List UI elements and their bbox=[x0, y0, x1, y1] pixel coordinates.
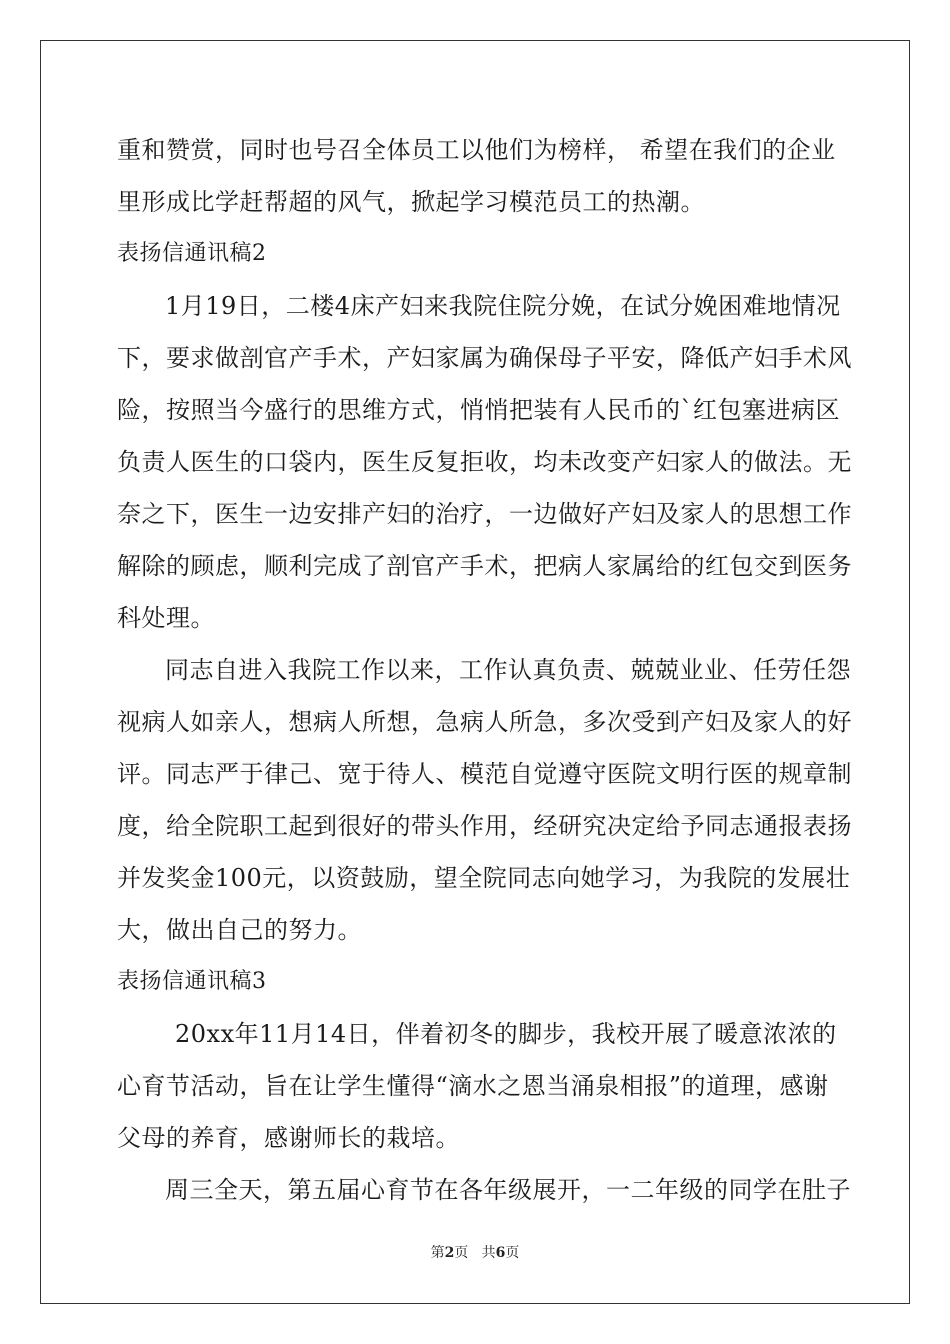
section-heading: 表扬信通讯稿2 bbox=[117, 241, 267, 266]
text-line: 负责人医生的口袋内，医生反复拒收，均未改变产妇家人的做法。无 bbox=[117, 448, 852, 476]
text-line: 并发奖金100元，以资鼓励，望全院同志向她学习，为我院的发展壮 bbox=[117, 864, 851, 892]
text-line: 里形成比学赶帮超的风气，掀起学习模范员工的热潮。 bbox=[117, 188, 705, 216]
section-heading: 表扬信通讯稿3 bbox=[117, 969, 267, 994]
text-line: 奈之下，医生一边安排产妇的治疗，一边做好产妇及家人的思想工作 bbox=[117, 500, 852, 528]
text-line: 险，按照当今盛行的思维方式，悄悄把装有人民币的`红包塞进病区 bbox=[117, 396, 840, 424]
text-line: 视病人如亲人，想病人所想，急病人所急，多次受到产妇及家人的好 bbox=[117, 708, 852, 736]
text-line: 度，给全院职工起到很好的带头作用，经研究决定给予同志通报表扬 bbox=[117, 812, 852, 840]
text-line: 1月19日，二楼4床产妇来我院住院分娩，在试分娩困难地情况 bbox=[165, 292, 841, 320]
page-footer bbox=[0, 1244, 950, 1262]
text-line: 科处理。 bbox=[117, 604, 215, 632]
text-line: 周三全天，第五届心育节在各年级展开，一二年级的同学在肚子 bbox=[165, 1176, 851, 1204]
text-line: 下，要求做剖官产手术，产妇家属为确保母子平安，降低产妇手术风 bbox=[117, 344, 852, 372]
footer-total-prefix: 共 bbox=[481, 1245, 496, 1261]
total-page-number: 6 bbox=[495, 1245, 506, 1261]
document-body bbox=[117, 130, 852, 1222]
text-line: 同志自进入我院工作以来，工作认真负责、兢兢业业、任劳任怨 bbox=[165, 656, 851, 684]
text-line: 大，做出自己的努力。 bbox=[117, 916, 362, 944]
text-line: 解除的顾虑，顺利完成了剖官产手术，把病人家属给的红包交到医务 bbox=[117, 552, 852, 580]
footer-page-suffix: 页 bbox=[454, 1245, 469, 1261]
text-line: 心育节活动，旨在让学生懂得“滴水之恩当涌泉相报”的道理，感谢 bbox=[117, 1072, 829, 1100]
footer-total-suffix: 页 bbox=[505, 1245, 520, 1261]
text-line: 20xx年11月14日，伴着初冬的脚步，我校开展了暖意浓浓的 bbox=[175, 1020, 837, 1048]
text-line: 评。同志严于律己、宽于待人、模范自觉遵守医院文明行医的规章制 bbox=[117, 760, 852, 788]
current-page-number: 2 bbox=[444, 1245, 455, 1261]
text-line: 父母的养育，感谢师长的栽培。 bbox=[117, 1124, 460, 1152]
text-line: 重和赞赏，同时也号召全体员工以他们为榜样， 希望在我们的企业 bbox=[117, 136, 836, 164]
footer-prefix: 第 bbox=[430, 1245, 445, 1261]
